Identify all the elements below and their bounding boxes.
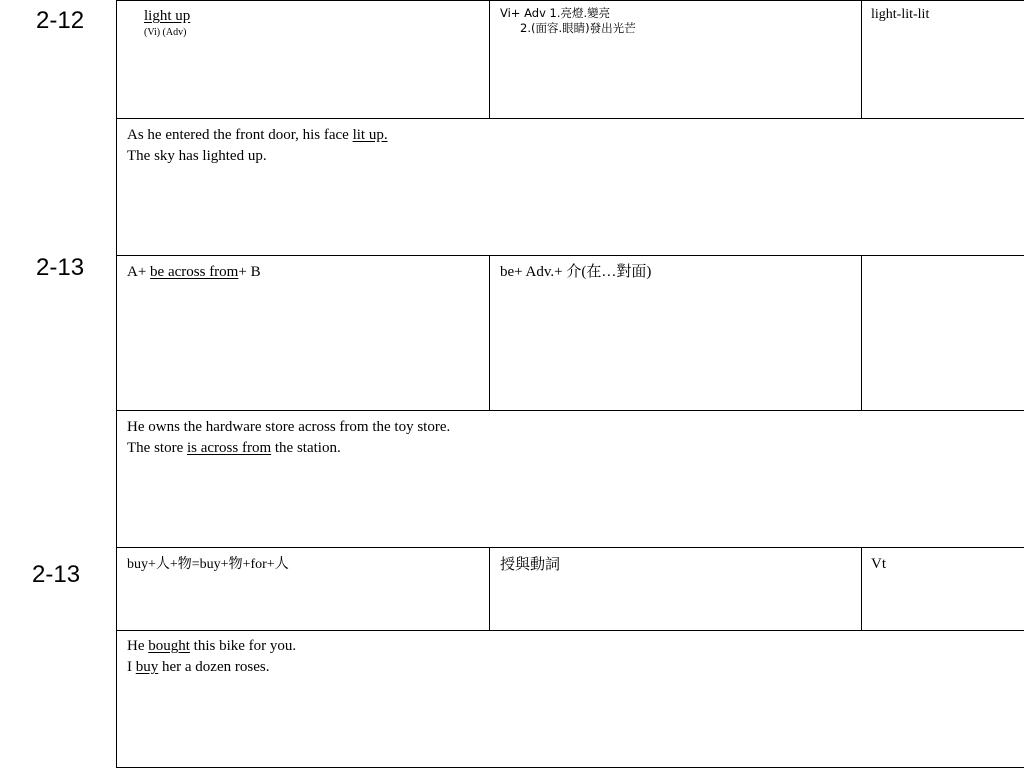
phrase-cell	[144, 6, 190, 39]
row-number-2-13: 2-13	[36, 254, 85, 281]
pattern-cell	[500, 6, 636, 36]
example-cell	[127, 636, 296, 678]
row-divider	[117, 630, 1024, 631]
pattern-cell: be+ Adv.+ 介(在…對面)	[500, 264, 652, 280]
table-border-top	[117, 0, 1024, 1]
row-divider	[117, 410, 1024, 411]
example-cell	[127, 417, 450, 459]
example-sentence-2: The store is across from the station.	[127, 440, 341, 456]
column-divider	[861, 0, 862, 118]
example-sentence-2: I buy her a dozen roses.	[127, 659, 270, 675]
row-divider	[117, 547, 1024, 548]
pattern-line-2: 2.(面容.眼睛)發出光芒	[520, 21, 636, 35]
column-divider	[861, 547, 862, 630]
example-sentence-1: He owns the hardware store across from the toy store.	[127, 419, 451, 435]
row-number-2-13-second: 2-13	[32, 561, 81, 588]
row-number-2-12: 2-12	[36, 7, 85, 34]
vocabulary-table	[116, 0, 1024, 768]
pattern-line-1: Vi+ Adv 1.亮燈.變亮	[500, 6, 611, 20]
forms-cell: light-lit-lit	[871, 7, 930, 22]
column-divider	[489, 255, 490, 410]
example-sentence-2: The sky has lighted up.	[127, 148, 267, 164]
phrase-part-of-speech: (Vi) (Adv)	[144, 27, 187, 38]
forms-cell: Vt	[871, 556, 886, 572]
phrase-cell: buy+人+物=buy+物+for+人	[127, 557, 289, 572]
column-divider	[489, 0, 490, 118]
row-divider	[117, 118, 1024, 119]
column-divider	[489, 547, 490, 630]
pattern-cell: 授與動詞	[500, 555, 561, 573]
phrase-cell: A+ be across from+ B	[127, 264, 261, 280]
row-divider	[117, 255, 1024, 256]
example-sentence-1: He bought this bike for you.	[127, 638, 297, 654]
example-cell	[127, 125, 388, 167]
phrase-text: light up	[144, 8, 191, 24]
column-divider	[861, 255, 862, 410]
example-sentence-1: As he entered the front door, his face lit up.	[127, 127, 388, 143]
